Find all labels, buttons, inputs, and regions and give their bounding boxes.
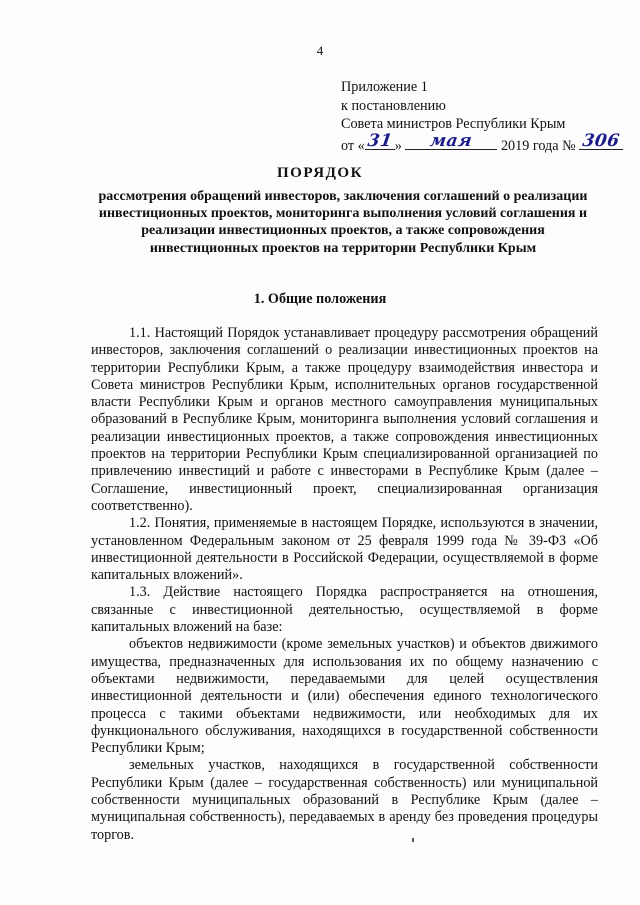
paragraph-1-3: 1.3. Действие настоящего Порядка распространяется на отношения, связанные с инвестиционной деятельностью, осуществляемой в форме капитальных вложений на базе:	[91, 584, 598, 636]
annex-line-2: к постановлению	[341, 97, 446, 114]
paragraph-1-1: 1.1. Настоящий Порядок устанавливает процедуру рассмотрения обращений инвесторов, заключения соглашений о реализации инвестиционных проектов на территории Республики Крым, а также процедуру взаимодействия инвестора и Совета министров Республики Крым, исполнительных органов государственной власти Республики Крым и органов местного самоуправления муниципальных образований в Республике Крым, мониторинга выполнения условий соглашения и реализации инвестиционных проектов, а также сопровождения инвестиционных проектов на территории Республики Крым специализированной организацией по привлечению инвестиций и работе с инвесторами в Республике Крым (далее – Соглашение, инвестиционный проект, специализированная организация соответственно).	[91, 325, 598, 514]
annex-block	[341, 78, 623, 155]
annex-date-prefix: от «	[341, 137, 365, 154]
paragraph-list-item-1: объектов недвижимости (кроме земельных участков) и объектов движимого имущества, предназначенных для использования их по общему назначению с объектами недвижимости, передаваемыми для целей осуществления инвестиционной деятельности и (или) обеспечения единого технологического процесса с такими объектами недвижимости, или необходимых для их функционального обслуживания, находящихся в государственной собственности Республики Крым;	[91, 636, 598, 757]
handwritten-month: мая	[428, 131, 474, 151]
annex-year-text: 2019 года №	[500, 137, 576, 154]
day-field	[365, 131, 395, 151]
section-heading: 1. Общие положения	[253, 291, 387, 307]
handwritten-day: 31	[366, 131, 394, 151]
annex-line-1: Приложение 1	[341, 79, 428, 95]
number-field	[579, 131, 623, 151]
paragraph-1-2: 1.2. Понятия, применяемые в настоящем Порядке, используются в значении, установленном Федеральным законом от 25 февраля 1999 года № 39-ФЗ «Об инвестиционной деятельности в Российской Федерации, осуществляемой в форме капитальных вложений».	[91, 515, 598, 584]
document-title: ПОРЯДОК	[277, 165, 363, 181]
paragraph-list-item-2: земельных участков, находящихся в государственной собственности Республики Крым (далее – государственная собственность) или муниципальной собственности муниципальных образований в Республике Крым (далее – муниципальная собственность), передаваемых в аренду без проведения процедуры торгов.	[91, 757, 598, 843]
handwritten-number: 306	[581, 131, 622, 151]
document-subtitle: рассмотрения обращений инвесторов, заключения соглашений о реализации инвестиционных проектов, мониторинга выполнения условий соглашения и реализации инвестиционных проектов, а также сопровождения инвестиционных проектов на территории Республики Крым	[98, 189, 588, 256]
scan-mark	[412, 838, 414, 842]
page-number: 4	[316, 43, 324, 58]
annex-line-3: Совета министров Республики Крым	[341, 116, 566, 132]
annex-date-mid: »	[394, 137, 402, 154]
document-body	[91, 325, 598, 844]
month-field	[405, 131, 497, 151]
annex-date-line	[341, 131, 623, 156]
